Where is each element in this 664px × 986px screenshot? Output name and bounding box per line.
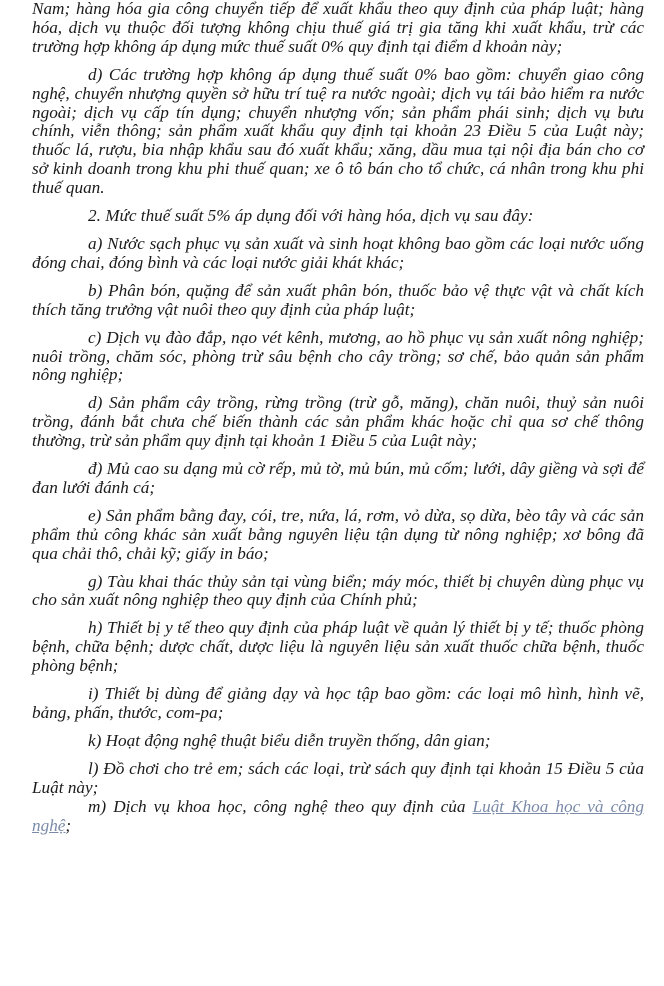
- paragraph-point-h: h) Thiết bị y tế theo quy định của pháp luật về quản lý thiết bị y tế; thuốc phòng bệnh, chữa bệnh; dược chất, dược liệu là nguyên liệu sản xuất thuốc chữa bệnh, thuốc phòng bệnh;: [32, 618, 644, 676]
- paragraph-point-k: k) Hoạt động nghệ thuật biểu diễn truyền thống, dân gian;: [88, 730, 491, 750]
- paragraph-intro: Nam; hàng hóa gia công chuyển tiếp để xuất khẩu theo quy định của pháp luật; hàng hóa, dịch vụ thuộc đối tượng không chịu thuế giá trị gia tăng khi xuất khẩu, trừ các trường hợp không áp dụng mức thuế suất 0% quy định tại điểm d khoản này;: [32, 0, 644, 56]
- paragraph-point-c: c) Dịch vụ đào đắp, nạo vét kênh, mương, ao hồ phục vụ sản xuất nông nghiệp; nuôi trồng, chăm sóc, phòng trừ sâu bệnh cho cây trồng; sơ chế, bảo quản sản phẩm nông nghiệp;: [32, 327, 644, 385]
- paragraph-point-b: b) Phân bón, quặng để sản xuất phân bón, thuốc bảo vệ thực vật và chất kích thích tăng trưởng vật nuôi theo quy định của pháp luật;: [32, 280, 644, 319]
- paragraph-point-l: l) Đồ chơi cho trẻ em; sách các loại, trừ sách quy định tại khoản 15 Điều 5 của Luật này;: [32, 758, 644, 797]
- paragraph-point-dd: đ) Mủ cao su dạng mủ cờ rếp, mủ tờ, mủ bún, mủ cốm; lưới, dây giềng và sợi để đan lưới đánh cá;: [32, 459, 644, 497]
- paragraph-point-a: a) Nước sạch phục vụ sản xuất và sinh hoạt không bao gồm các loại nước uống đóng chai, đóng bình và các loại nước giải khát khác;: [32, 233, 644, 272]
- paragraph-point-d-exclusions: d) Các trường hợp không áp dụng thuế suất 0% bao gồm: chuyển giao công nghệ, chuyển nhượng quyền sở hữu trí tuệ ra nước ngoài; dịch vụ tái bảo hiểm ra nước ngoài; dịch vụ cấp tín dụng; chuyển nhượng vốn; sản phẩm phái sinh; dịch vụ bưu chính, viễn thông; sản phẩm xuất khẩu quy định tại khoản 23 Điều 5 của Luật này; thuốc lá, rượu, bia nhập khẩu sau đó xuất khẩu; xăng, dầu mua tại nội địa bán cho cơ sở kinh doanh trong khu phi thuế quan; xe ô tô bán cho tổ chức, cá nhân trong khu phi thuế quan.: [32, 64, 644, 198]
- paragraph-point-g: g) Tàu khai thác thủy sản tại vùng biển; máy móc, thiết bị chuyên dùng phục vụ cho sản xuất nông nghiệp theo quy định của Chính phủ;: [32, 571, 644, 610]
- paragraph-point-i: i) Thiết bị dùng để giảng dạy và học tập bao gồm: các loại mô hình, hình vẽ, bảng, phấn, thước, com-pa;: [32, 684, 644, 722]
- law-science-technology-link[interactable]: Luật Khoa học và công nghệ: [32, 796, 644, 835]
- paragraph-clause-2-heading: 2. Mức thuế suất 5% áp dụng đối với hàng hóa, dịch vụ sau đây:: [88, 206, 534, 226]
- paragraph-point-d: d) Sản phẩm cây trồng, rừng trồng (trừ gỗ, măng), chăn nuôi, thuỷ sản nuôi trồng, đánh bắt chưa chế biến thành các sản phẩm khác hoặc chỉ qua sơ chế thông thường, trừ sản phẩm quy định tại khoản 1 Điều 5 của Luật này;: [32, 393, 644, 451]
- paragraph-point-m-suffix: ;: [65, 815, 72, 835]
- paragraph-point-e: e) Sản phẩm bằng đay, cói, tre, nứa, lá, rơm, vỏ dừa, sọ dừa, bèo tây và các sản phẩm thủ công khác sản xuất bằng nguyên liệu tận dụng từ nông nghiệp; xơ bông đã qua chải thô, chải kỹ; giấy in báo;: [32, 505, 644, 563]
- paragraph-point-m: [32, 798, 644, 836]
- paragraph-point-m-text: m) Dịch vụ khoa học, công nghệ theo quy định của: [88, 796, 473, 816]
